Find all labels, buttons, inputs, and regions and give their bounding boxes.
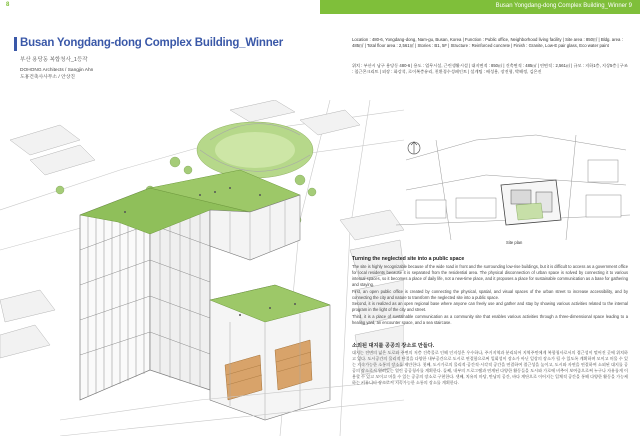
building-rendering bbox=[0, 100, 404, 436]
siteplan-caption: Site plan bbox=[506, 240, 523, 245]
page-title: Busan Yongdang-dong Complex Building_Winner bbox=[20, 37, 284, 49]
section-heading-en: Turning the neglected site into a public space bbox=[352, 256, 465, 262]
park-area bbox=[197, 122, 313, 178]
right-page-header bbox=[320, 0, 640, 14]
paragraph: First, an open public office is created by connecting the physical, spatial, and visual spaces of the urban street to increase accessibility, and by connecting the city and nature to transform the neglected site into a public space. bbox=[352, 288, 628, 300]
authors-ko: 도홍건축사사무소 / 안상진 bbox=[20, 75, 75, 80]
project-info-en: Location : 480-6, Yongdang-dong, Nam-gu, Busan, Korea | Function : Public office, Neighborhood living facility | Site area : 850㎡ | Bldg. area : 485㎡ | Total floor area : 2,561㎡ | Stories : B1, 5F | Structure : Reinforced concrete | Finish : Granite, Low-E pair glass, Eco water paint bbox=[352, 37, 623, 49]
paragraph: Third, it is a place of sustainable communication as a community site that enables various activities through a three-dimensional space leading to a healing yard, an encounter space, and a sea staircase. bbox=[352, 314, 628, 326]
running-title: Busan Yongdang-dong Complex Building_Winner 9 bbox=[495, 3, 632, 9]
page-number: 8 bbox=[6, 2, 10, 8]
left-page-header bbox=[0, 0, 320, 14]
authors-en: DOHONG Architects / Sangjin Ahn bbox=[20, 68, 94, 73]
site-plan-drawing bbox=[396, 130, 630, 242]
authors bbox=[20, 67, 93, 81]
terrace-building bbox=[210, 285, 330, 420]
section-body-ko: 대지는 전면의 넓은 도로와 주변의 저층 건축물로 인해 인지성은 우수하나, 주거지역과 분리되어 지역주민에게 복합청사로서의 접근성이 떨어진 곳에 위치하고 있다. 도시공간의 물리적 단절을 다양한 내부공간으로 도시로 연결함으로써 일회성이 장소가 아닌 일상의 장소가 될 수 있도록 계획하며 모이고 머물 수 있는 지속가능한 소통의 장소를 제안한다. 첫째, 도시가로의 물리적·공간적·시각적 공간을 연결하여 접근성을 높이고, 도시와 자연을 연결하여 소외된 대지를 공공의 장소로서 열려있는 열린 공공청사를 계획한다. 둘째, 내부의 프로그램과 연계된 다양한 활동들을 도시와 가로에 비추어 보여줌으로써 누구나 자유롭게 이용할 수 있고 모이고 머물 수 있는 공공의 장소로 구현한다. 셋째, 치유의 마당, 만남의 공간, 바다 계단으로 이어지는 입체적 공간을 통해 다양한 활동을 가능케 하는 커뮤니티 장소로서 지속가능한 소통의 장소를 계획한다. bbox=[352, 350, 628, 385]
section-body-en bbox=[352, 264, 628, 327]
paragraph: Second, it is realized as an open regional base where anyone can freely use and gather and stay by showing various activities related to the internal program in the light of the city and street. bbox=[352, 301, 628, 313]
project-info-ko: 위치 : 부산시 남구 용당동 480-6 | 용도 : 업무시설, 근린생활시설 | 대지면적 : 850㎡ | 건축면적 : 485㎡ | 연면적 : 2,561㎡ | 규모 : 지하1층, 지상5층 | 구조 : 철근콘크리트 | 외장 : 화강석, 로이복층유리, 친환경수성페인트 | 설계팀 : 배성용, 장진형, 박해정, 김은진 bbox=[352, 63, 628, 75]
paragraph: The site is highly recognizable because of the wide road in front and the surrounding low-rise buildings, but it is difficult to access as a government office for local residents because it is separated from the residential area. The physical disconnection of urban space is solved by connecting it to various internal spaces, so it becomes a place of daily life, not a new-time place, and it proposes a place for sustainable communication as a base for gathering and staying. bbox=[352, 264, 628, 287]
north-arrow-icon bbox=[408, 142, 420, 154]
title-accent-bar bbox=[14, 37, 17, 51]
section-heading-ko: 소외된 대지를 공공의 장소로 만들다. bbox=[352, 343, 435, 349]
korean-subtitle: 부산 용당동 복합청사_1등작 bbox=[20, 57, 88, 63]
